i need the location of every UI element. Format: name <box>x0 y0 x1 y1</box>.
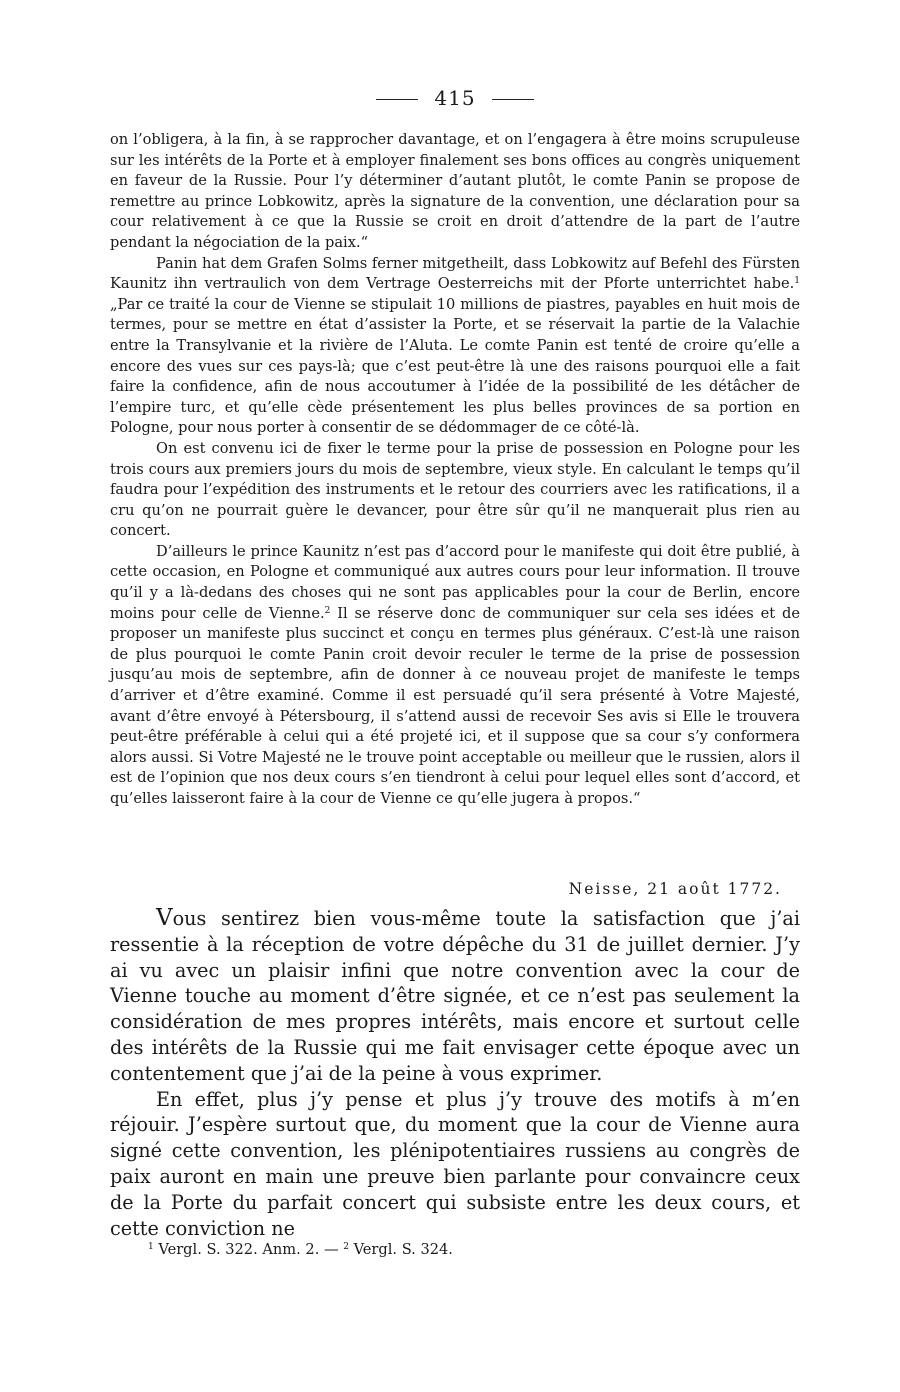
footnote-mark-2: 2 <box>343 1242 349 1252</box>
letter-dateline: Neisse, 21 août 1772. <box>568 880 782 898</box>
quote-paragraph-1: on l’obligera, à la fin, à se rapprocher davantage, et on l’engagera à être moins scrupuleuse sur les intérêts de la Porte et à employer finalement ses bons offices au congrès uniquement en faveur de la Russie. Pour l’y déterminer d’autant plutôt, le comte Panin se propose de remettre au prince Lobkowitz, après la signature de la convention, une déclaration pour sa cour relativement à ce que la Russie se croit en droit d’attendre de la part de l’autre pendant la négociation de la paix.“ <box>110 131 800 251</box>
quoted-report <box>110 130 800 810</box>
footnotes <box>148 1240 798 1260</box>
page-header <box>110 86 800 110</box>
header-rule-right <box>492 99 534 100</box>
footnote-ref-2: 2 <box>324 605 331 616</box>
footnote-text-1: Vergl. S. 322. Anm. 2. — <box>153 1241 344 1258</box>
letter-paragraph-2: En effet, plus j’y pense et plus j’y trouve des motifs à m’en réjouir. J’espère surtout que, du moment que la cour de Vienne aura signé cette convention, les plénipotentiaires russiens au congrès de paix auront en main une preuve bien parlante pour convaincre ceux de la Porte du parfait concert qui subsiste entre les deux cours, et cette conviction ne <box>110 1087 800 1240</box>
header-rule-left <box>376 99 418 100</box>
footnote-ref-1: 1 <box>794 276 800 287</box>
letter-paragraph-1: Vous sentirez bien vous-même toute la satisfaction que j’ai ressentie à la réception de votre dépêche du 31 de juillet dernier. J’y ai vu avec un plaisir infini que notre convention avec la cour de Vienne touche au moment d’être signée, et ce n’est pas seulement la considération de mes propres intérêts, mais encore et surtout celle des intérêts de la Russie qui me fait envisager cette époque avec un contentement que j’ai de la peine à vous exprimer. <box>110 905 800 1085</box>
initial-letter: V <box>156 905 173 931</box>
page-number: 415 <box>434 86 476 110</box>
quote-paragraph-2: Panin hat dem Grafen Solms ferner mitgetheilt, dass Lobkowitz auf Befehl des Fürsten Kaunitz ihn vertraulich von dem Vertrage Oesterreichs mit der Pforte unterrichtet habe.$^1$ „Par ce traité la cour de Vienne se stipulait 10 millions de piastres, payables en huit mois de termes, pour se mettre en état d’assister la Porte, et se réservait la partie de la Valachie entre la Transylvanie et la rivière de l’Aluta. Le comte Panin est tenté de croire qu’elle a encore des vues sur ces pays-là; que c’est peut-être là une des raisons pourquoi elle a fait faire la confidence, afin de nous accoutumer à l’idée de la possibilité de les détâcher de l’empire turc, et qu’elle cède présentement les plus belles provinces de sa portion en Pologne, pour nous porter à consentir de se dédommager de ce côté-là. <box>110 254 800 437</box>
letter-body <box>110 906 800 1241</box>
footnote-text-2: Vergl. S. 324. <box>348 1241 453 1258</box>
quote-paragraph-4: D’ailleurs le prince Kaunitz n’est pas d’accord pour le manifeste qui doit être publié, à cette occasion, en Pologne et communiqué aux autres cours pour leur information. Il trouve qu’il y a là-dedans des choses qui ne sont pas applicables pour la cour de Berlin, encore moins pour celle de Vienne.$^2$ Il se réserve donc de communiquer sur cela ses idées et de proposer un manifeste plus succinct et conçu en termes plus généraux. C’est-là une raison de plus pourquoi le comte Panin croit devoir reculer le terme de la prise de possession jusqu’au mois de septembre, afin de donner à ce nouveau projet de manifeste le temps d’arriver et d’être examiné. Comme il est persuadé qu’il sera présenté à Votre Majesté, avant d’être envoyé à Pétersbourg, il s’attend aussi de recevoir Ses avis si Elle le trouvera peut-être préférable à celui qui a été projeté ici, et il suppose que sa cour s’y conformera alors aussi. Si Votre Majesté ne le trouve point acceptable ou meilleur que le russien, alors il est de l’opinion que nos deux cours s’en tiendront à celui pour lequel elles sont d’accord, et qu’elles laisseront faire à la cour de Vienne ce qu’elle jugera à propos.“ <box>110 542 800 807</box>
footnote-mark-1: 1 <box>148 1242 154 1252</box>
quote-paragraph-3: On est convenu ici de fixer le terme pour la prise de possession en Pologne pour les trois cours aux premiers jours du mois de septembre, vieux style. En calculant le temps qu’il faudra pour l’expédition des instruments et le retour des courriers avec les ratifications, il a cru qu’on ne pourrait guère le devancer, pour être sûr qu’il ne manquerait plus rien au concert. <box>110 439 800 540</box>
